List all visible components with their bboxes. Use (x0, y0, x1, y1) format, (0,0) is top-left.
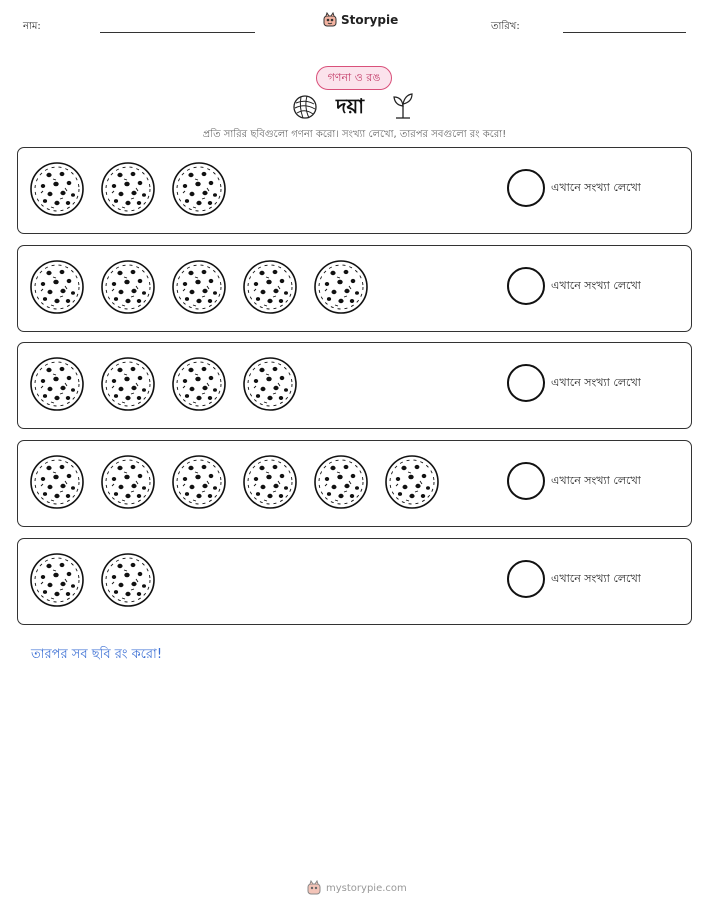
cookie-icon[interactable] (29, 454, 85, 510)
answer-label: এখানে সংখ্যা লেখো (551, 572, 641, 585)
cookie-icon[interactable] (171, 259, 227, 315)
name-label: নাম: (23, 21, 41, 32)
answer-label: এখানে সংখ্যা লেখো (551, 181, 641, 194)
worksheet-title: দয়া (336, 94, 365, 118)
cookie-icon[interactable] (100, 161, 156, 217)
cookie-icon[interactable] (242, 454, 298, 510)
counting-row (17, 538, 692, 625)
cookie-icon[interactable] (29, 356, 85, 412)
cookie-icon[interactable] (171, 454, 227, 510)
answer-circle[interactable] (507, 364, 545, 402)
answer-label: এখানে সংখ্যা লেখো (551, 474, 641, 487)
date-line[interactable] (563, 32, 686, 33)
counting-row (17, 245, 692, 332)
site-footer (306, 880, 407, 896)
answer-label: এখানে সংখ্যা লেখো (551, 279, 641, 292)
answer-circle[interactable] (507, 169, 545, 207)
cookie-icon[interactable] (171, 356, 227, 412)
cookie-icon[interactable] (100, 454, 156, 510)
answer-label: এখানে সংখ্যা লেখো (551, 376, 641, 389)
cookie-icon[interactable] (29, 259, 85, 315)
cookie-icon[interactable] (29, 552, 85, 608)
counting-row (17, 147, 692, 234)
storypie-logo-icon (322, 12, 338, 28)
title-row (0, 90, 709, 122)
cookie-icon[interactable] (242, 356, 298, 412)
cookie-icon[interactable] (242, 259, 298, 315)
counting-row (17, 440, 692, 527)
answer-circle[interactable] (507, 560, 545, 598)
cookie-icon[interactable] (29, 161, 85, 217)
counting-row (17, 342, 692, 429)
cookie-icon[interactable] (100, 552, 156, 608)
yarn-ball-icon (292, 94, 318, 120)
color-all-note: তারপর সব ছবি রং করো! (31, 647, 163, 662)
name-line[interactable] (100, 32, 255, 33)
date-label: তারিখ: (491, 21, 520, 32)
category-pill: গণনা ও রঙ (316, 66, 392, 90)
cookie-icon[interactable] (100, 259, 156, 315)
cookie-icon[interactable] (171, 161, 227, 217)
cookie-icon[interactable] (313, 259, 369, 315)
answer-circle[interactable] (507, 462, 545, 500)
sprout-icon (392, 92, 414, 120)
brand-logo (322, 12, 398, 28)
answer-circle[interactable] (507, 267, 545, 305)
cookie-icon[interactable] (100, 356, 156, 412)
storypie-logo-icon (306, 880, 322, 896)
brand-name: Storypie (341, 13, 399, 27)
cookie-icon[interactable] (384, 454, 440, 510)
cookie-icon[interactable] (313, 454, 369, 510)
site-url: mystorypie.com (326, 882, 407, 894)
instruction-text: প্রতি সারির ছবিগুলো গণনা করো। সংখ্যা লেখো, তারপর সবগুলো রং করো! (202, 129, 507, 140)
